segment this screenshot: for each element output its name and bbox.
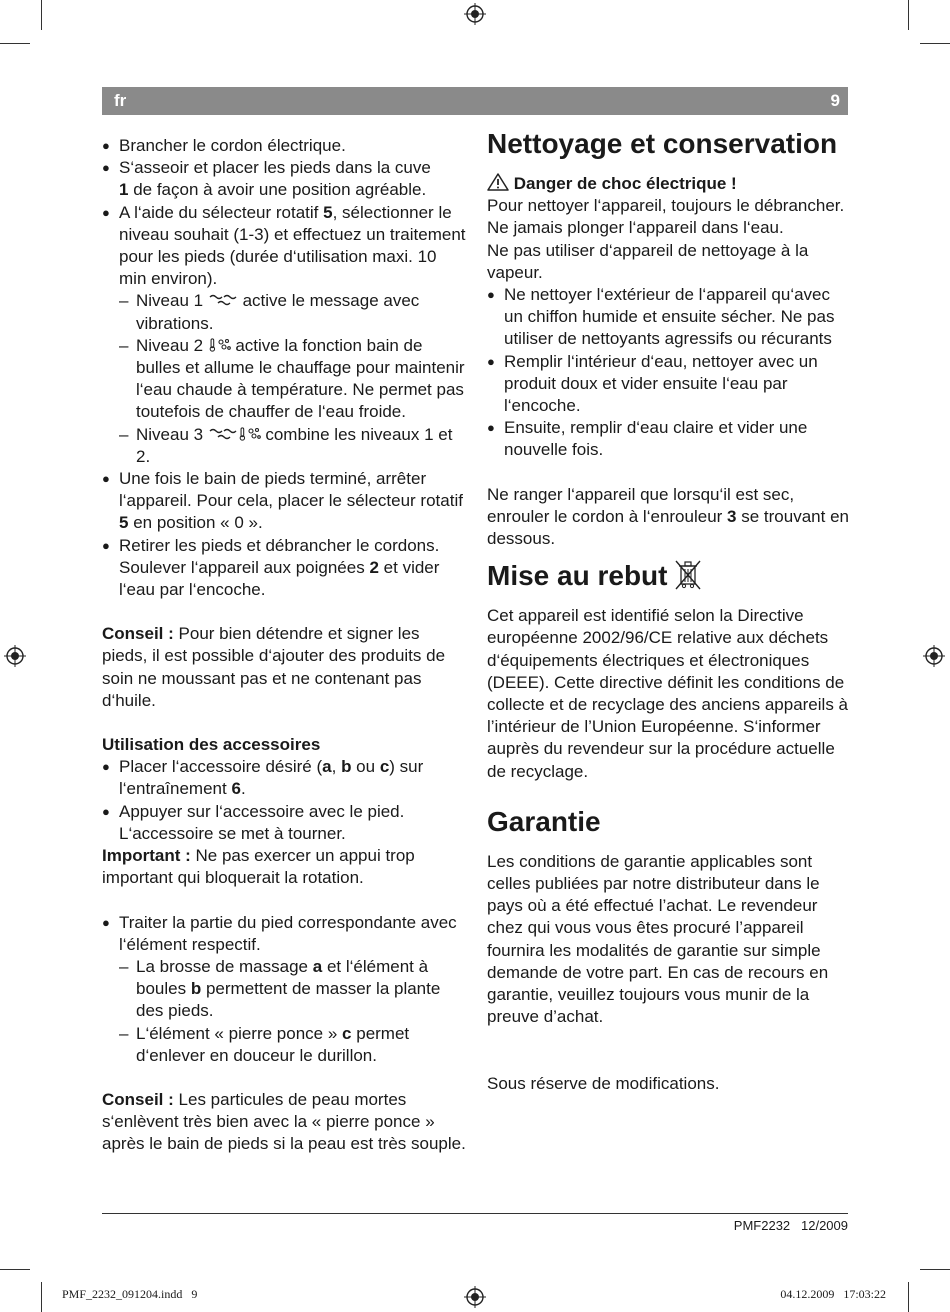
bubbles-icon bbox=[247, 425, 261, 444]
footer-model-date: PMF2232 12/2009 bbox=[733, 1218, 848, 1233]
crop-mark bbox=[908, 1282, 909, 1312]
storage-paragraph: Ne ranger l‘appareil que lorsqu‘il est sec, enrouler le cordon à l‘enrouleur 3 se trouvant en dessous. bbox=[487, 484, 849, 549]
page-header-bar bbox=[102, 87, 848, 115]
section-title-warranty: Garantie bbox=[487, 805, 601, 837]
crop-mark bbox=[0, 1269, 30, 1270]
heater-icon bbox=[208, 336, 217, 355]
danger-heading: Danger de choc électrique ! bbox=[487, 173, 849, 195]
left-column bbox=[102, 135, 468, 1156]
list-item: ● Appuyer sur l‘accessoire avec le pied. L‘accessoire se met à tourner. bbox=[102, 801, 468, 845]
slug-file: PMF_2232_091204.indd 9 bbox=[62, 1287, 198, 1301]
accessories-heading: Utilisation des accessoires bbox=[102, 735, 321, 755]
page-number: 9 bbox=[830, 91, 840, 110]
level-item: – Niveau 3 combine les niveaux 1 et 2. bbox=[119, 424, 468, 468]
list-item: ● S‘asseoir et placer les pieds dans la cuve 1 de façon à avoir une position agréable. bbox=[102, 157, 468, 201]
usage-list bbox=[102, 135, 468, 601]
cleaning-list bbox=[487, 284, 849, 462]
list-item: ● Ne nettoyer l‘extérieur de l‘appareil qu‘avec un chiffon humide et ensuite sécher. Ne pas utiliser de nettoyants agressifs ou récurants bbox=[487, 284, 849, 351]
registration-mark-icon bbox=[923, 645, 945, 667]
warranty-paragraph: Les conditions de garantie applicables sont celles publiées par notre distributeur dans le pays où a été effectué l’achat. Le revendeur chez qui vous vous êtes procuré l’appareil fournira les modalités de garantie sur simple demande de votre part. En cas de recours en garantie, veuillez toujours vous munir de la preuve d’achat. bbox=[487, 851, 829, 1027]
crop-mark bbox=[41, 1282, 42, 1312]
vibration-icon bbox=[208, 291, 238, 310]
section-title-disposal: Mise au rebut bbox=[487, 558, 849, 593]
bubbles-icon bbox=[217, 336, 231, 355]
list-item: ● Retirer les pieds et débrancher le cordons. Soulever l‘appareil aux poignées 2 et vider l‘eau par l‘encoche. bbox=[102, 535, 468, 602]
level-list bbox=[119, 290, 468, 468]
treatment-item: – La brosse de massage a et l‘élément à boules b permettent de masser la plante des pieds. bbox=[119, 956, 468, 1023]
registration-mark-icon bbox=[464, 1286, 486, 1308]
treatment-sublist bbox=[119, 956, 468, 1067]
slug-datetime: 04.12.2009 17:03:22 bbox=[780, 1287, 886, 1301]
crop-mark bbox=[920, 43, 950, 44]
vibration-icon bbox=[208, 425, 238, 444]
level-item: – Niveau 2 active la fonction bain de bulles et allume le chauffage pour maintenir l‘eau chaude à température. Ne permet pas toutefois de chauffer de l‘eau froide. bbox=[119, 335, 468, 424]
language-code: fr bbox=[114, 91, 127, 110]
crossed-bin-icon bbox=[667, 560, 703, 591]
section-title-cleaning: Nettoyage et conservation bbox=[487, 128, 838, 159]
accessories-list bbox=[102, 756, 468, 845]
right-column bbox=[487, 128, 849, 1095]
list-item: ● Brancher le cordon électrique. bbox=[102, 135, 468, 157]
cleaning-line: Ne pas utiliser d‘appareil de nettoyage à la vapeur. bbox=[487, 240, 809, 282]
cleaning-line: Ne jamais plonger l‘appareil dans l‘eau. bbox=[487, 218, 784, 238]
registration-mark-icon bbox=[464, 3, 486, 25]
tip-paragraph: Conseil : Pour bien détendre et signer les pieds, il est possible d‘ajouter des produits de soin ne moussant pas et ne contenant pas d‘huile. bbox=[102, 624, 446, 710]
level-item: – Niveau 1 active le message avec vibrations. bbox=[119, 290, 468, 334]
crop-mark bbox=[41, 0, 42, 30]
crop-mark bbox=[0, 43, 30, 44]
list-item: ● Remplir l‘intérieur d‘eau, nettoyer avec un produit doux et vider ensuite l‘eau par l‘encoche. bbox=[487, 351, 849, 418]
list-item: ● Ensuite, remplir d‘eau claire et vider une nouvelle fois. bbox=[487, 417, 849, 461]
crop-mark bbox=[908, 0, 909, 30]
list-item: ● Placer l‘accessoire désiré (a, b ou c) sur l‘entraînement 6. bbox=[102, 756, 468, 800]
warning-triangle-icon bbox=[487, 174, 509, 193]
registration-mark-icon bbox=[4, 645, 26, 667]
heater-icon bbox=[238, 425, 247, 444]
disposal-paragraph: Cet appareil est identifié selon la Directive européenne 2002/96/CE relative aux déchets d‘équipements électriques et électroniques (DEEE). Cette directive définit les conditions de collecte et de recyclage des anciens appareils à l’intérieur de l’Union Européenne. S‘informer auprès du revendeur sur la procédure actuelle de recyclage. bbox=[487, 606, 848, 781]
treatment-item: – L‘élément « pierre ponce » c permet d‘enlever en douceur le durillon. bbox=[119, 1023, 468, 1067]
crop-mark bbox=[920, 1269, 950, 1270]
reserve-note: Sous réserve de modifications. bbox=[487, 1073, 720, 1093]
cleaning-line: Pour nettoyer l‘appareil, toujours le débrancher. bbox=[487, 196, 845, 216]
list-item: ● A l‘aide du sélecteur rotatif 5, sélectionner le niveau souhait (1-3) et effectuez un traitement pour les pieds (durée d‘utilisation maxi. 10 min environ). – Niveau 1 active le message avec vibrations. – Niveau 2 active la fonction bain de bulles et allume le chauffage pour maintenir l‘eau chaude à température. Ne permet pas toutefois de chauffer de l‘eau froide. – Niveau 3 combine les niveaux 1 et 2. bbox=[102, 202, 468, 468]
list-item: ● Une fois le bain de pieds terminé, arrêter l‘appareil. Pour cela, placer le sélecteur rotatif 5 en position « 0 ». bbox=[102, 468, 468, 535]
tip-paragraph: Conseil : Les particules de peau mortes s‘enlèvent très bien avec la « pierre ponce » après le bain de pieds si la peau est très souple. bbox=[102, 1089, 466, 1154]
footer-divider bbox=[102, 1213, 848, 1214]
important-paragraph: Important : Ne pas exercer un appui trop important qui bloquerait la rotation. bbox=[102, 846, 415, 888]
list-item: ● Traiter la partie du pied correspondante avec l‘élément respectif. – La brosse de massage a et l‘élément à boules b permettent de masser la plante des pieds. – L‘élément « pierre ponce » c permet d‘enlever en douceur le durillon. bbox=[102, 912, 468, 1067]
treatment-list bbox=[102, 912, 468, 1067]
